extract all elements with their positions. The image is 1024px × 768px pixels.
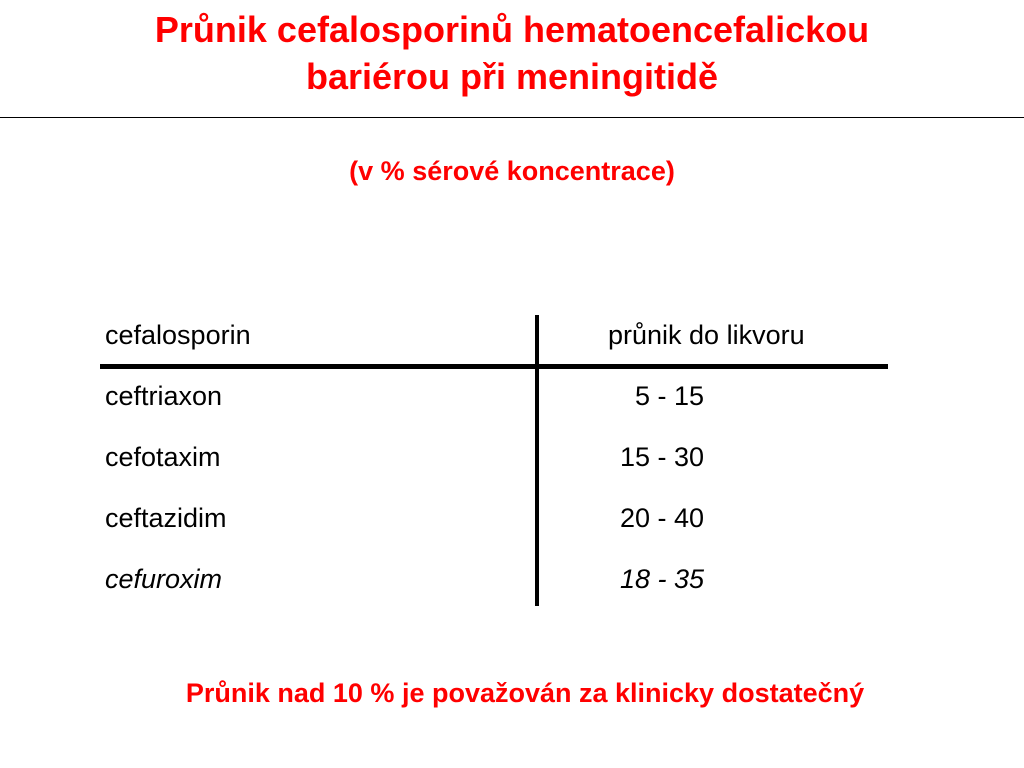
footnote: Průnik nad 10 % je považován za klinicky dostatečný bbox=[185, 678, 865, 708]
table-row-drug: ceftriaxon bbox=[105, 381, 223, 411]
table-row-drug: ceftazidim bbox=[105, 503, 227, 533]
slide-title bbox=[0, 6, 1024, 100]
table-column-divider bbox=[535, 315, 539, 606]
table-row-drug: cefotaxim bbox=[105, 442, 221, 472]
table-header-rule bbox=[100, 364, 888, 369]
slide-title-line-1: Průnik cefalosporinů hematoencefalickou bbox=[154, 9, 870, 50]
slide-title-line-2: bariérou při meningitidě bbox=[305, 56, 719, 97]
table-row-penetration: 15 - 30 bbox=[619, 442, 704, 472]
table-header-drug: cefalosporin bbox=[105, 320, 251, 350]
table-row-drug: cefuroxim bbox=[105, 564, 223, 594]
title-divider bbox=[0, 117, 1024, 118]
slide-subtitle: (v % sérové koncentrace) bbox=[349, 156, 675, 186]
table-row-penetration: 20 - 40 bbox=[619, 503, 704, 533]
table-row-penetration: 5 - 15 bbox=[634, 381, 704, 411]
table-header-penetration: průnik do likvoru bbox=[608, 320, 805, 350]
table-row-penetration: 18 - 35 bbox=[619, 564, 704, 594]
